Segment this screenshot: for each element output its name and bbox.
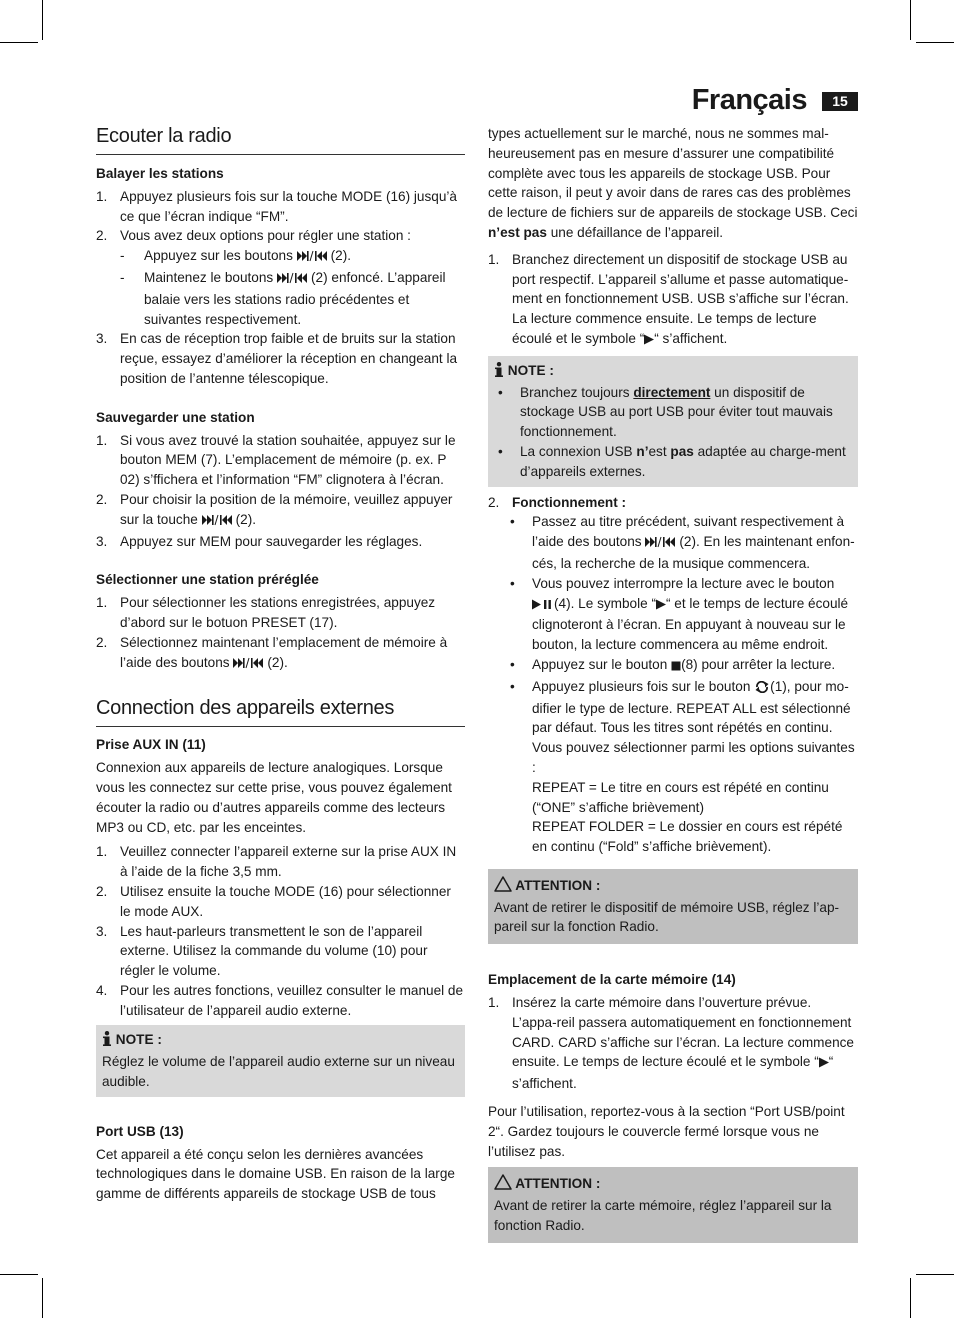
skip-prev-next-icon — [297, 248, 331, 268]
crop-mark — [42, 0, 43, 40]
play-pause-icon — [532, 596, 554, 616]
list-item: 3. Les haut-parleurs transmettent le son de l’appareil externe. Utilisez la commande du volume (10) pour régler le volume. — [96, 923, 428, 979]
crop-mark — [910, 0, 911, 40]
list-item: 3. En cas de réception trop faible et de bruits sur la station reçue, essayez d’améliorer la réception en changeant la position de l’antenne télescopique. — [96, 331, 458, 386]
list-item: 1. Si vous avez trouvé la station souhaitée, appuyez sur le bouton MEM (7). L’emplacement de mémoire (p. ex. P 02) s’ffichera et l’information “FM” clignotera à l’écran. — [96, 432, 456, 488]
right-column — [488, 0, 858, 1243]
heading-scan: Balayer les stations — [96, 166, 224, 181]
info-icon — [102, 1031, 112, 1052]
usb-steps — [488, 250, 858, 351]
list-item: • Appuyez plusieurs fois sur le bouton (1), pour mo-difier le type de lecture. REPEAT ALL est sélectionné par défaut. Tous les titres sont répétés en continu. Vous pouvez sélectionner parmi les options suivantes : REPEAT = Le titre en cours est répété en continu (“ONE” s’affiche brièvement) REPEAT FOLDER = Le dossier en cours est répété en continu (“Fold” s’affiche brièvement). — [510, 678, 855, 855]
attention-text: Avant de retirer la carte mémoire, réglez l’appareil sur la fonction Radio. — [494, 1198, 832, 1234]
play-icon — [644, 331, 654, 351]
list-item: 2. Pour choisir la position de la mémoire, veuillez appuyer sur la touche (2). — [96, 490, 465, 532]
crop-mark — [0, 1274, 38, 1275]
list-item: 1. Veuillez connecter l’appareil externe sur la prise AUX IN à l’aide de la fiche 3,5 mm. — [96, 844, 457, 880]
crop-mark — [916, 42, 954, 43]
note-bullets — [496, 383, 852, 482]
repeat-icon — [754, 679, 770, 699]
skip-prev-next-icon — [277, 270, 311, 290]
aux-intro: Connexion aux appareils de lecture analogiques. Lorsque vous les connectez sur cette prise, vous pouvez également écouter la radio ou d’autres appareils comme des lecteurs MP3 ou CD, etc. par les enceintes. — [96, 760, 452, 835]
heading-aux: Prise AUX IN (11) — [96, 737, 206, 753]
list-item: 2. Vous avez deux options pour régler une station : - Appuyez sur les boutons (2). - Maintenez le boutons (2) enfoncé. L’appareil balaie vers les stations radio précédentes et suivantes respectivement. — [96, 226, 465, 329]
list-item: 2. Sélectionnez maintenant l’emplacement de mémoire à l’aide des boutons (2). — [96, 633, 465, 675]
list-item: • La connexion USB n’est pas adaptée au charge-ment d’appareils externes. — [498, 443, 846, 479]
skip-prev-next-icon — [645, 534, 679, 554]
left-column — [96, 0, 465, 1204]
note-text: Réglez le volume de l’appareil audio externe sur un niveau audible. — [102, 1054, 455, 1090]
list-item: 1. Appuyez plusieurs fois sur la touche MODE (16) jusqu’à ce que l’écran indique “FM”. — [96, 188, 457, 224]
play-icon — [819, 1054, 829, 1074]
section-title-external: Connection des appareils externes — [96, 696, 465, 727]
save-list — [96, 431, 465, 552]
attention-box — [488, 869, 858, 944]
warning-icon — [494, 1174, 512, 1196]
aux-list — [96, 842, 465, 1020]
attention-title: ATTENTION : — [515, 1176, 601, 1192]
heading-card: Emplacement de la carte mémoire (14) — [488, 972, 736, 988]
list-item: 4. Pour les autres fonctions, veuillez consulter le manuel de l’utilisateur de l’appareil audio externe. — [96, 982, 464, 1018]
section-title-radio: Ecouter la radio — [96, 124, 465, 155]
note-title: NOTE : — [507, 362, 554, 378]
play-icon — [656, 596, 666, 616]
list-item: • Branchez toujours directement un dispositif de stockage USB au port USB pour éviter tout mauvais fonctionnement. — [498, 384, 833, 440]
usb-intro-continued: types actuellement sur le marché, nous ne sommes mal-heureusement pas en mesure d’assurer une compatibilité complète avec tous les appareils de stockage USB. Pour cette raison, il peut y avoir dans de rares cas des problèmes de lecture de fichiers sur de appareils de stockage USB. Ceci n’est pas une défaillance de l’appareil. — [488, 126, 858, 240]
list-item: - Appuyez sur les boutons (2). — [120, 246, 465, 268]
list-item: • Vous pouvez interrompre la lecture avec le bouton (4). Le symbole “ “ et le temps de lecture écoulé clignoteront à l’écran. En appuyant à nouveau sur le bouton, la lecture commencera au même endroit. — [510, 575, 849, 653]
list-item: 1. Branchez directement un dispositif de stockage USB au port respectif. L’appareil s’allume et passe automatique-ment en fonctionnement USB. USB s’affiche sur l’écran. La lecture commence ensuite. Le temps de lecture écoulé et le symbole “ “ s’affichent. — [488, 250, 858, 351]
skip-prev-next-icon — [233, 655, 267, 675]
info-icon — [494, 362, 504, 383]
usb-steps-2 — [488, 493, 858, 857]
stop-icon — [671, 657, 681, 677]
crop-mark — [910, 1278, 911, 1318]
scan-list — [96, 187, 465, 389]
list-item: • Appuyez sur le bouton (8) pour arrêter la lecture. — [508, 655, 858, 677]
crop-mark — [916, 1274, 954, 1275]
attention-box — [488, 1167, 858, 1242]
list-item: 2. Utilisez ensuite la touche MODE (16) pour sélectionner le mode AUX. — [96, 883, 451, 919]
note-box — [96, 1025, 465, 1096]
list-item: 1. Pour sélectionner les stations enregistrées, appuyez d’abord sur le botuon PRESET (17). — [96, 595, 436, 630]
heading-usb: Port USB (13) — [96, 1123, 184, 1139]
heading-save: Sauvegarder une station — [96, 409, 255, 425]
crop-mark — [0, 42, 38, 43]
list-item: 2. Fonctionnement : • Passez au titre précédent, suivant respectivement à l’aide des boutons (2). En les maintenant enfon-cés, la recherche de la musique commencera. • Vous pouvez interrompre la lecture avec le bouton (4). Le symbole “ “ et le temps de lecture écoulé clignoteront à l’écran. En appuyant à nouveau sur le bouton, la lecture commencera au même endroit. • Appuyez sur le bouton (8) pour arrêter la lecture. • Appuyez plusieurs fois sur le bouton (1), pour mo-difier le type de lecture. REPEAT ALL est sélectionné par défaut. Tous les titres sont répétés en continu. Vous pouvez sélectionner parmi les options suivantes : REPEAT = Le titre en cours est répété en continu (“ONE” s’affiche brièvement) REPEAT FOLDER = Le dossier en cours est répété en continu (“Fold” s’affiche brièvement). — [488, 493, 858, 857]
list-item: - Maintenez le boutons (2) enfoncé. L’appareil balaie vers les stations radio précédentes et suivantes respectivement. — [120, 269, 446, 327]
crop-mark — [42, 1278, 43, 1318]
list-item: 3. Appuyez sur MEM pour sauvegarder les réglages. — [96, 533, 423, 549]
page-number: 15 — [822, 92, 858, 111]
note-title: NOTE : — [115, 1032, 162, 1048]
skip-prev-next-icon — [202, 512, 236, 532]
list-item: • Passez au titre précédent, suivant respectivement à l’aide des boutons (2). En les maintenant enfon-cés, la recherche de la musique commencera. — [510, 514, 855, 571]
heading-preset: Sélectionner une station préréglée — [96, 572, 319, 588]
note-box — [488, 356, 858, 487]
warning-icon — [494, 876, 512, 898]
card-list — [488, 993, 858, 1094]
preset-list — [96, 593, 465, 674]
card-usage: Pour l’utilisation, reportez-vous à la section “Port USB/point 2“. Gardez toujours le couvercle fermé lorsque vous ne l’utilisez pas. — [488, 1104, 845, 1159]
attention-text: Avant de retirer le dispositif de mémoire USB, réglez l’ap-pareil sur la fonction Radio. — [494, 899, 840, 935]
usb-intro: Cet appareil a été conçu selon les dernières avancées technologiques dans le domaine USB. En raison de la large gamme de différents appareils de stockage USB de tous — [96, 1146, 455, 1202]
attention-title: ATTENTION : — [515, 877, 601, 893]
page-language-title: Français — [691, 84, 807, 116]
list-item: 1. Insérez la carte mémoire dans l’ouverture prévue. L’appa-reil passera automatiquement en fonctionnement CARD. CARD s’affiche sur l’écran. La lecture commence ensuite. Le temps de lecture écoulé et le symbole “ “ s’affichent. — [488, 995, 854, 1092]
